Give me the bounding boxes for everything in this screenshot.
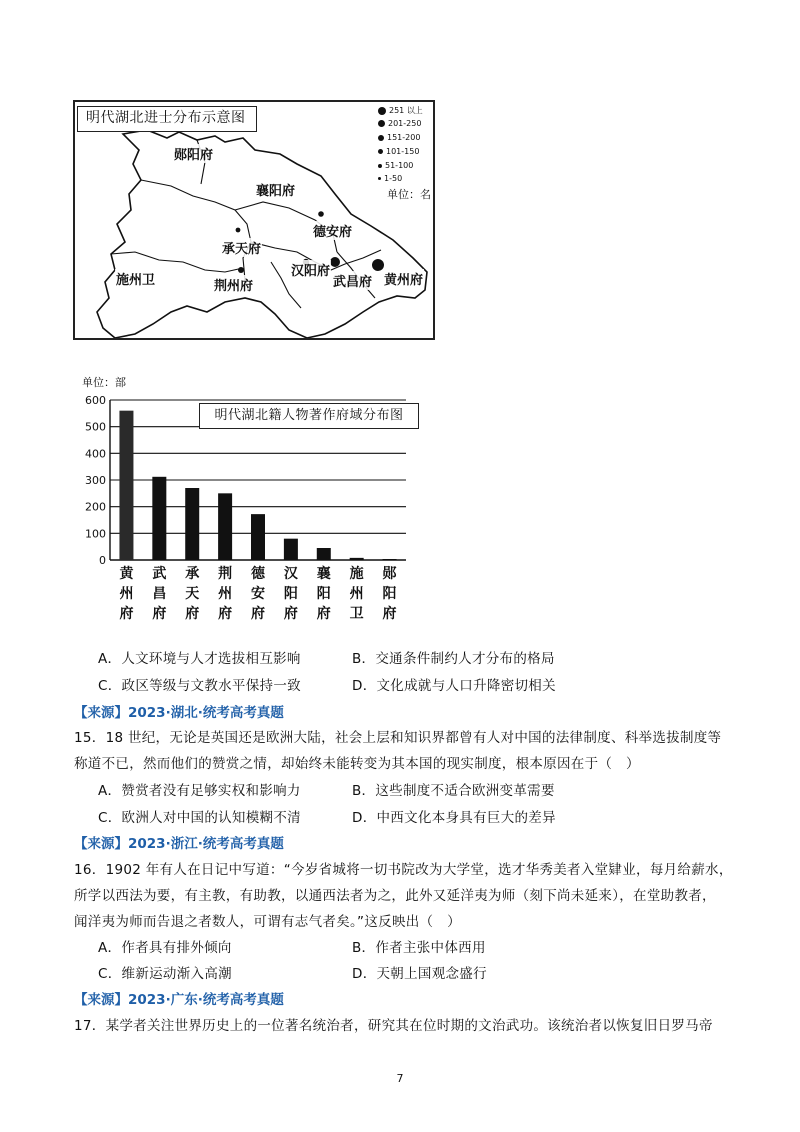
q16-text-line: 所学以西法为要，有主教，有助教，以通西法者为之，此外又延洋夷为师（刻下尚未延来），在堂助教者， — [74, 888, 716, 904]
y-tick-label: 300 — [85, 474, 106, 487]
x-category-label: 州 — [349, 586, 364, 602]
y-tick-label: 400 — [85, 447, 106, 461]
q15-option-d: D．中西文化本身具有巨大的差异 — [352, 810, 556, 826]
map-label-yunyang: 郧阳府 — [173, 144, 214, 163]
x-category-label: 阳 — [382, 586, 397, 602]
x-category-label: 黄 — [119, 566, 134, 582]
bar — [317, 548, 331, 560]
x-category-label: 州 — [218, 586, 233, 602]
map-label-jingzhou: 荆州府 — [213, 275, 254, 294]
map-figure — [73, 100, 435, 340]
legend-item: 251 以上 — [378, 105, 423, 116]
q16-option-b: B．作者主张中体西用 — [352, 940, 486, 956]
q14-option-b: B．交通条件制约人才分布的格局 — [352, 651, 555, 667]
q14-option-d: D．文化成就与人口升降密切相关 — [352, 678, 556, 694]
map-label-wuchang: 武昌府 — [332, 271, 373, 290]
x-category-label: 府 — [185, 606, 200, 622]
bar — [119, 411, 133, 560]
x-category-label: 府 — [152, 606, 167, 622]
q15-option-a: A．赞赏者没有足够实权和影响力 — [98, 783, 301, 799]
q15-option-b: B．这些制度不适合欧洲变革需要 — [352, 783, 555, 799]
chart-title: 明代湖北籍人物著作府域分布图 — [199, 403, 419, 429]
map-title: 明代湖北进士分布示意图 — [77, 106, 257, 132]
q16-option-c: C．维新运动渐入高潮 — [98, 966, 232, 982]
map-label-shizhou: 施州卫 — [115, 269, 156, 288]
q16-text-line: 闻洋夷为师而告退之者数人，可谓有志气者矣。”这反映出（ ） — [74, 914, 461, 930]
bar — [284, 539, 298, 560]
bar — [350, 558, 364, 560]
x-category-label: 汉 — [283, 566, 298, 582]
bar — [218, 493, 232, 560]
q16-option-a: A．作者具有排外倾向 — [98, 940, 232, 956]
x-category-label: 武 — [152, 566, 167, 582]
x-category-label: 襄 — [316, 566, 331, 582]
x-category-label: 德 — [251, 566, 265, 582]
bar — [251, 514, 265, 560]
legend-item: 201-250 — [378, 119, 421, 128]
x-category-label: 卫 — [349, 606, 364, 622]
x-category-label: 府 — [316, 606, 331, 622]
x-category-label: 施 — [349, 566, 364, 582]
x-category-label: 阳 — [283, 586, 298, 602]
map-label-huangzhou: 黄州府 — [383, 269, 424, 288]
y-tick-label: 200 — [85, 500, 106, 514]
y-tick-label: 500 — [85, 420, 106, 434]
q15-text-line: 15．18 世纪，无论是英国还是欧洲大陆，社会上层和知识界都曾有人对中国的法律制度、科举选拔制度等 — [74, 730, 722, 746]
map-label-dean: 德安府 — [312, 221, 353, 240]
q14-source: 【来源】2023·湖北·统考高考真题 — [74, 705, 284, 721]
q16-text-line: 16．1902 年有人在日记中写道：“今岁省城将一切书院改为大学堂，选才华秀美者入堂肄业，每月给薪水， — [74, 862, 733, 878]
q14-option-c: C．政区等级与文教水平保持一致 — [98, 678, 301, 694]
legend-unit: 单位：名 — [387, 188, 431, 201]
x-category-label: 承 — [185, 566, 200, 582]
x-category-label: 天 — [185, 586, 200, 602]
q15-source: 【来源】2023·浙江·统考高考真题 — [74, 836, 284, 852]
legend-item: 1-50 — [378, 174, 402, 183]
bar — [152, 477, 166, 560]
y-tick-label: 0 — [99, 554, 106, 567]
page-number: 7 — [396, 1072, 404, 1085]
map-label-hanyang: 汉阳府 — [290, 260, 331, 279]
x-category-label: 府 — [251, 606, 265, 622]
q17-text-line: 17．某学者关注世界历史上的一位著名统治者，研究其在位时期的文治武功。该统治者以恢复旧日罗马帝 — [74, 1018, 713, 1034]
q16-source: 【来源】2023·广东·统考高考真题 — [74, 992, 284, 1008]
y-tick-label: 100 — [85, 527, 106, 541]
chart-unit-label: 单位：部 — [82, 376, 126, 389]
map-label-xiangyang: 襄阳府 — [255, 180, 296, 199]
bar — [185, 488, 199, 560]
q16-option-d: D．天朝上国观念盛行 — [352, 966, 487, 982]
bar — [383, 559, 397, 560]
x-category-label: 府 — [119, 606, 134, 622]
q14-option-a: A．人文环境与人才选拔相互影响 — [98, 651, 301, 667]
x-category-label: 府 — [382, 606, 397, 622]
q15-option-c: C．欧洲人对中国的认知模糊不清 — [98, 810, 301, 826]
x-category-label: 安 — [251, 586, 265, 602]
q15-text-line: 称道不已，然而他们的赞赏之情，却始终未能转变为其本国的现实制度，根本原因在于（ ） — [74, 756, 640, 772]
x-category-label: 州 — [119, 586, 134, 602]
x-category-label: 阳 — [316, 586, 331, 602]
x-category-label: 府 — [283, 606, 298, 622]
x-category-label: 昌 — [152, 586, 167, 602]
legend-item: 51-100 — [378, 161, 413, 170]
x-category-label: 府 — [218, 606, 233, 622]
legend-item: 151-200 — [378, 133, 420, 142]
x-category-label: 郧 — [382, 566, 397, 582]
map-label-chengtian: 承天府 — [221, 238, 262, 257]
legend-item: 101-150 — [378, 147, 419, 156]
y-tick-label: 600 — [85, 394, 106, 407]
x-category-label: 荆 — [218, 566, 233, 582]
